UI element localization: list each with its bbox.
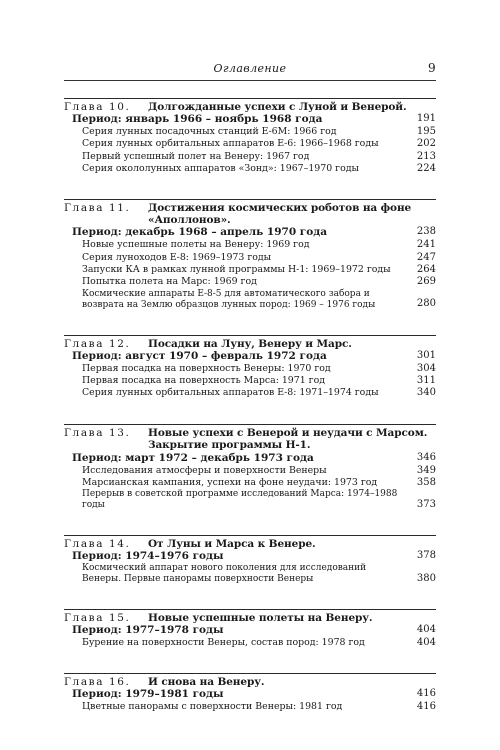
toc-chapter xyxy=(64,609,436,649)
chapter-heading xyxy=(64,538,436,550)
chapter-title: От Луны и Марса к Венере. xyxy=(148,538,316,551)
page-ref: 378 xyxy=(416,550,436,562)
page-ref: 380 xyxy=(416,572,436,584)
page-ref: 304 xyxy=(416,362,436,374)
entry-title: Марсианская кампания, успехи на фоне неудачи: 1973 год xyxy=(82,477,378,489)
chapter-title: И снова на Венеру. xyxy=(148,676,265,689)
toc-period-row[interactable] xyxy=(64,624,436,637)
chapter-number: Глава 14. xyxy=(64,538,131,551)
chapter-heading xyxy=(64,676,436,688)
page-ref: 301 xyxy=(416,349,436,361)
page-ref: 416 xyxy=(416,688,436,700)
chapter-heading xyxy=(64,612,436,624)
toc-period-row[interactable] xyxy=(64,226,436,239)
chapter-number: Глава 15. xyxy=(64,612,131,625)
toc-entry[interactable] xyxy=(64,151,436,163)
page-ref: 340 xyxy=(416,387,436,399)
chapter-heading xyxy=(64,101,436,113)
page-ref: 264 xyxy=(416,264,436,276)
toc-entry[interactable] xyxy=(64,563,436,585)
toc-entry[interactable] xyxy=(64,701,436,713)
page-ref: 404 xyxy=(416,624,436,636)
entry-title: Серия луноходов Е-8: 1969–1973 годы xyxy=(82,251,272,263)
toc-chapter xyxy=(64,98,436,175)
toc-entry[interactable] xyxy=(64,465,436,477)
table-of-contents xyxy=(64,98,436,738)
chapter-heading xyxy=(64,427,436,452)
chapter-heading xyxy=(64,202,436,226)
toc-entry[interactable] xyxy=(64,138,436,150)
chapter-title: Долгожданные успехи с Луной и Венерой. xyxy=(148,101,407,113)
toc-period-row[interactable] xyxy=(64,452,436,465)
page-ref: 404 xyxy=(416,637,436,649)
period-label: Период: 1979–1981 годы xyxy=(72,688,224,701)
entry-title: Космические аппараты Е-8-5 для автоматического забора и возврата на Землю образцов лунных пород: 1969 – 1976 годы xyxy=(82,288,376,310)
page-ref: 213 xyxy=(416,150,436,162)
toc-period-row[interactable] xyxy=(64,688,436,701)
chapter-heading xyxy=(64,338,436,350)
entry-title: Первый успешный полет на Венеру: 1967 год xyxy=(82,150,310,162)
entry-title: Серия окололунных аппаратов «Зонд»: 1967–1970 годы xyxy=(82,163,359,175)
toc-period-row[interactable] xyxy=(64,350,436,363)
period-label: Период: март 1972 – декабрь 1973 года xyxy=(72,451,314,464)
page-ref: 346 xyxy=(416,451,436,463)
toc-entry[interactable] xyxy=(64,264,436,276)
toc-chapter xyxy=(64,673,436,713)
chapter-number: Глава 13. xyxy=(64,426,131,439)
toc-entry[interactable] xyxy=(64,126,436,138)
entry-title: Запуски КА в рамках лунной программы Н-1: 1969–1972 годы xyxy=(82,264,391,276)
chapter-title: Новые успешные полеты на Венеру. xyxy=(148,612,373,625)
chapter-number: Глава 11. xyxy=(64,202,131,215)
entry-title: Цветные панорамы с поверхности Венеры: 1981 год xyxy=(82,701,343,713)
running-header-title: Оглавление xyxy=(213,62,287,75)
toc-entry[interactable] xyxy=(64,477,436,489)
toc-entry[interactable] xyxy=(64,363,436,375)
page-ref: 241 xyxy=(416,239,436,251)
chapter-title: Новые успехи с Венерой и неудачи с Марсом. Закрытие программы Н-1. xyxy=(148,426,428,452)
period-label: Период: 1974–1976 годы xyxy=(72,550,224,563)
period-label: Период: 1977–1978 годы xyxy=(72,624,224,637)
toc-chapter xyxy=(64,535,436,585)
toc-chapter xyxy=(64,335,436,400)
page-ref: 280 xyxy=(416,298,436,310)
entry-title: Бурение на поверхности Венеры, состав пород: 1978 год xyxy=(82,637,365,649)
entry-title: Исследования атмосферы и поверхности Венеры xyxy=(82,464,327,476)
period-label: Период: январь 1966 – ноябрь 1968 года xyxy=(72,113,323,125)
entry-title: Первая посадка на поверхность Венеры: 1970 год xyxy=(82,362,331,374)
toc-period-row[interactable] xyxy=(64,550,436,563)
toc-entry[interactable] xyxy=(64,276,436,288)
toc-entry[interactable] xyxy=(64,387,436,399)
page-ref: 202 xyxy=(416,138,436,150)
entry-title: Новые успешные полеты на Венеру: 1969 год xyxy=(82,239,310,251)
toc-entry[interactable] xyxy=(64,637,436,649)
toc-period-row[interactable] xyxy=(64,113,436,126)
entry-title: Попытка полета на Марс: 1969 год xyxy=(82,276,257,288)
chapter-number: Глава 12. xyxy=(64,337,131,350)
page-ref: 349 xyxy=(416,464,436,476)
entry-title: Первая посадка на поверхность Марса: 1971 год xyxy=(82,375,325,387)
entry-title: Серия лунных орбитальных аппаратов Е-6: 1966–1968 годы xyxy=(82,138,379,150)
toc-entry[interactable] xyxy=(64,163,436,175)
entry-title: Космический аппарат нового поколения для исследований Венеры. Первые панорамы поверхности Венеры xyxy=(82,563,367,585)
page-ref: 269 xyxy=(416,276,436,288)
period-label: Период: декабрь 1968 – апрель 1970 года xyxy=(72,226,328,239)
page-ref: 416 xyxy=(416,701,436,713)
running-header xyxy=(64,60,436,81)
entry-title: Серия лунных посадочных станций Е-6М: 1966 год xyxy=(82,125,337,137)
toc-entry[interactable] xyxy=(64,375,436,387)
page-ref: 373 xyxy=(416,499,436,511)
chapter-title: Посадки на Луну, Венеру и Марс. xyxy=(148,337,352,350)
page-ref: 191 xyxy=(416,113,436,124)
toc-chapter xyxy=(64,424,436,512)
chapter-number: Глава 16. xyxy=(64,676,131,689)
page-number: 9 xyxy=(427,61,436,75)
entry-title: Перерыв в советской программе исследований Марса: 1974–1988 годы xyxy=(82,489,398,511)
page-ref: 311 xyxy=(416,375,436,387)
toc-entry[interactable] xyxy=(64,252,436,264)
page-ref: 224 xyxy=(416,163,436,175)
page-ref: 247 xyxy=(416,251,436,263)
toc-entry[interactable] xyxy=(64,289,436,311)
toc-chapter xyxy=(64,199,436,310)
page-ref: 238 xyxy=(416,226,436,238)
chapter-title: Достижения космических роботов на фоне «Аполлонов». xyxy=(148,202,412,227)
page-ref: 195 xyxy=(416,125,436,137)
toc-entry[interactable] xyxy=(64,239,436,251)
toc-entry[interactable] xyxy=(64,489,436,511)
page-ref: 358 xyxy=(416,477,436,489)
entry-title: Серия лунных орбитальных аппаратов Е-8: 1971–1974 годы xyxy=(82,387,379,399)
period-label: Период: август 1970 – февраль 1972 года xyxy=(72,349,327,362)
chapter-number: Глава 10. xyxy=(64,101,131,113)
